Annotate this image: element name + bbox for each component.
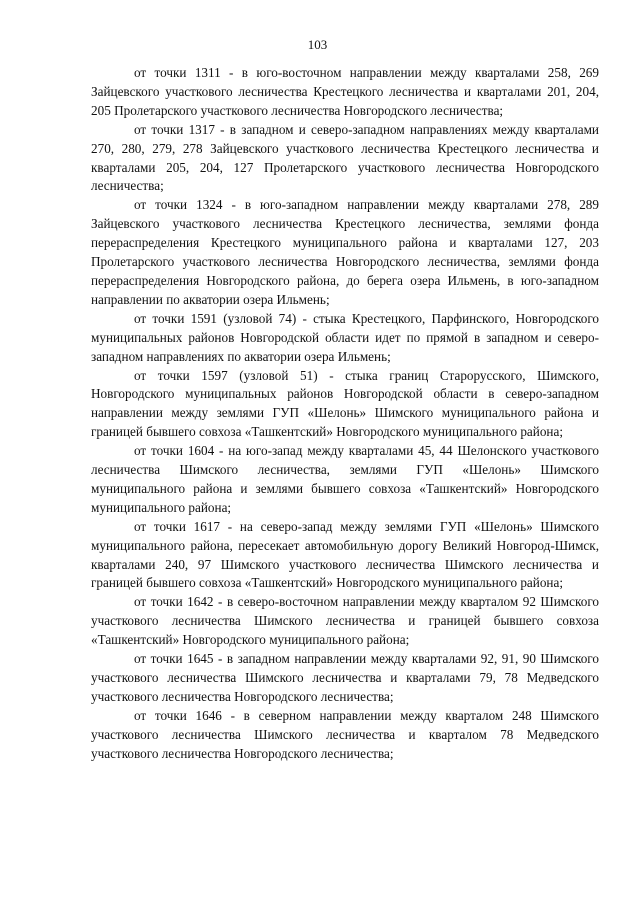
document-body [91,64,599,764]
paragraph-point-1604: от точки 1604 - на юго-запад между кварталами 45, 44 Шелонского участкового лесничества Шимского лесничества, землями ГУП «Шелонь» Шимского муниципального района и землями бывшего совхоза «Ташкентский» Новгородского муниципального района; [91,443,599,515]
paragraph-point-1617: от точки 1617 - на северо-запад между землями ГУП «Шелонь» Шимского муниципального района, пересекает автомобильную дорогу Великий Новгород-Шимск, кварталами 240, 97 Шимского участкового лесничества Шимского лесничества и границей бывшего совхоза «Ташкентский» Новгородского муниципального района; [91,518,599,591]
paragraph-point-1646: от точки 1646 - в северном направлении между кварталом 248 Шимского участкового лесничества Шимского лесничества и кварталом 78 Медведского участкового лесничества Новгородского лесничества; [91,707,599,761]
paragraph-point-1642: от точки 1642 - в северо-восточном направлении между кварталом 92 Шимского участкового лесничества Шимского лесничества и границей бывшего совхоза «Ташкентский» Новгородского муниципального района; [91,594,599,648]
paragraph-point-1591: от точки 1591 (узловой 74) - стыка Крестецкого, Парфинского, Новгородского муниципальных районов Новгородской области идет по прямой в западном и северо-западном направлениях по акватории озера Ильмень; [91,310,599,364]
page-number: 103 [307,37,328,52]
paragraph-point-1317: от точки 1317 - в западном и северо-западном направлениях между кварталами 270, 280, 279, 278 Зайцевского участкового лесничества Крестецкого лесничества и кварталами 205, 204, 127 Пролетарского участкового лесничества Новгородского лесничества; [91,121,599,194]
paragraph-point-1645: от точки 1645 - в западном направлении между кварталами 92, 91, 90 Шимского участкового лесничества Шимского лесничества и кварталами 79, 78 Медведского участкового лесничества Новгородского лесничества; [91,651,599,704]
paragraph-point-1324: от точки 1324 - в юго-западном направлении между кварталами 278, 289 Зайцевского участкового лесничества Крестецкого лесничества, землями фонда перераспределения Крестецкого муниципального района и кварталами 127, 203 Пролетарского участкового лесничества Новгородского лесничества, землями фонда перераспределения Новгородского района, до берега озера Ильмень, в юго-западном направлении по акватории озера Ильмень; [91,197,599,307]
paragraph-point-1597: от точки 1597 (узловой 51) - стыка границ Старорусского, Шимского, Новгородского муниципальных районов Новгородской области в северо-западном направлении между землями ГУП «Шелонь» Шимского муниципального района и границей бывшего совхоза «Ташкентский» Новгородского муниципального района; [91,367,599,440]
paragraph-point-1311: от точки 1311 - в юго-восточном направлении между кварталами 258, 269 Зайцевского участкового лесничества Крестецкого лесничества и кварталами 201, 204, 205 Пролетарского участкового лесничества Новгородского лесничества; [91,65,599,118]
